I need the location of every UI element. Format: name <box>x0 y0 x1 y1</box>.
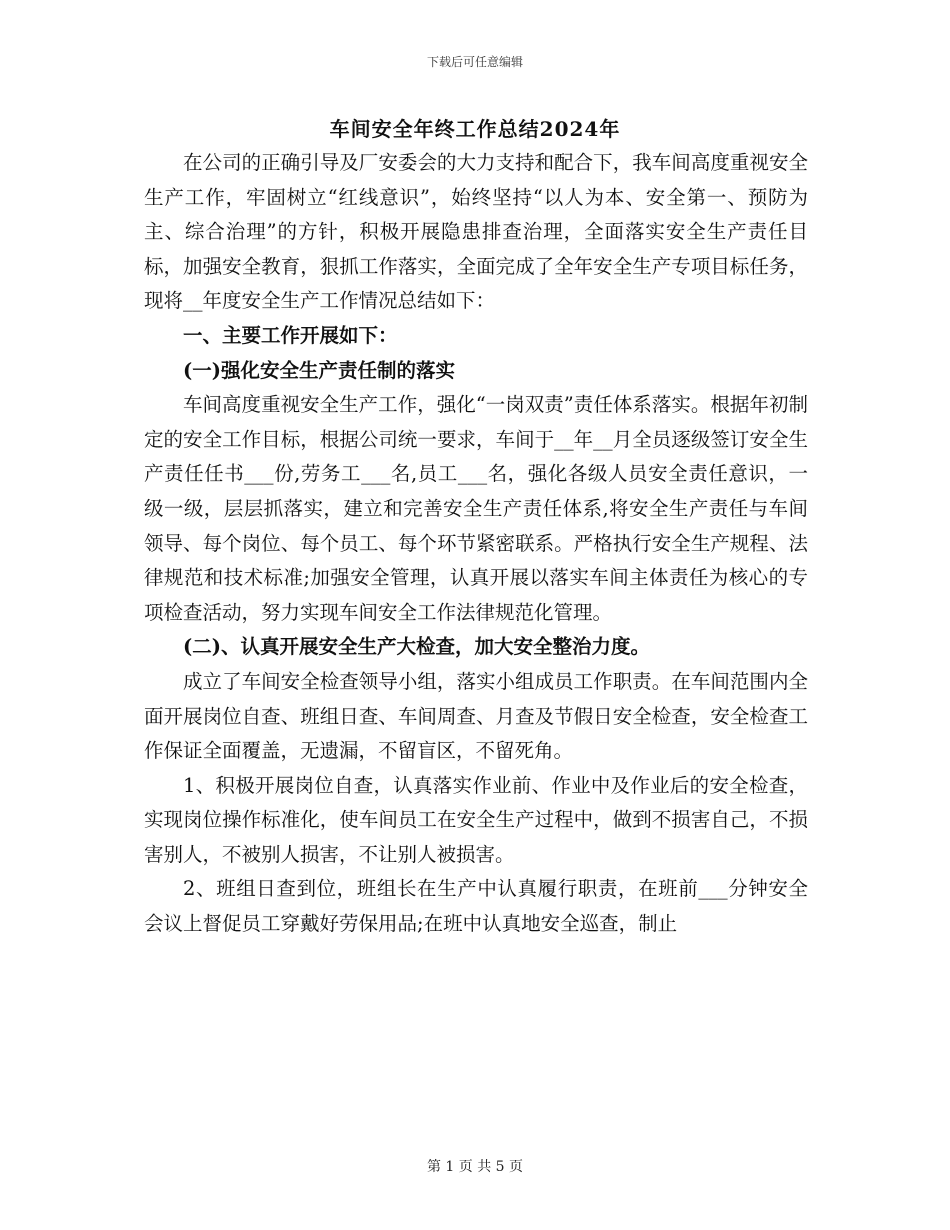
page-number-footer: 第 1 页 共 5 页 <box>426 1159 524 1175</box>
document-body <box>144 146 808 942</box>
self-check-paragraph: 1、积极开展岗位自查，认真落实作业前、作业中及作业后的安全检查，实现岗位操作标准化，使车间员工在安全生产过程中，做到不损害自己，不损害别人，不被别人损害，不让别人被损害。 <box>144 773 808 866</box>
subsection-heading-inspection: (二)、认真开展安全生产大检查，加大安全整治力度。 <box>183 635 650 659</box>
intro-paragraph: 在公司的正确引导及厂安委会的大力支持和配合下，我车间高度重视安全生产工作，牢固树立“红线意识”，始终坚持“以人为本、安全第一、预防为主、综合治理”的方针，积极开展隐患排查治理，全面落实安全生产责任目标，加强安全教育，狠抓工作落实，全面完成了全年安全生产专项目标任务，现将__年度安全生产工作情况总结如下： <box>144 151 808 313</box>
responsibility-paragraph: 车间高度重视安全生产工作，强化“一岗双责”责任体系落实。根据年初制定的安全工作目标，根据公司统一要求，车间于__年__月全员逐级签订安全生产责任任书___份,劳务工___名,员工___名，强化各级人员安全责任意识，一级一级，层层抓落实，建立和完善安全生产责任体系,将安全生产责任与车间领导、每个岗位、每个员工、每个环节紧密联系。严格执行安全生产规程、法律规范和技术标准;加强安全管理，认真开展以落实车间主体责任为核心的专项检查活动，努力实现车间安全工作法律规范化管理。 <box>144 393 808 624</box>
section-heading-main-work: 一、主要工作开展如下： <box>183 323 398 347</box>
document-title: 车间安全年终工作总结2024年 <box>329 117 621 141</box>
subsection-heading-responsibility: (一)强化安全生产责任制的落实 <box>183 358 455 382</box>
team-check-paragraph: 2、班组日查到位，班组长在生产中认真履行职责，在班前___分钟安全会议上督促员工穿戴好劳保用品;在班中认真地安全巡查，制止 <box>144 877 808 936</box>
page-header-note: 下载后可任意编辑 <box>426 55 523 69</box>
inspection-paragraph: 成立了车间安全检查领导小组，落实小组成员工作职责。在车间范围内全面开展岗位自查、班组日查、车间周查、月查及节假日安全检查，安全检查工作保证全面覆盖，无遗漏，不留盲区，不留死角。 <box>144 669 808 763</box>
